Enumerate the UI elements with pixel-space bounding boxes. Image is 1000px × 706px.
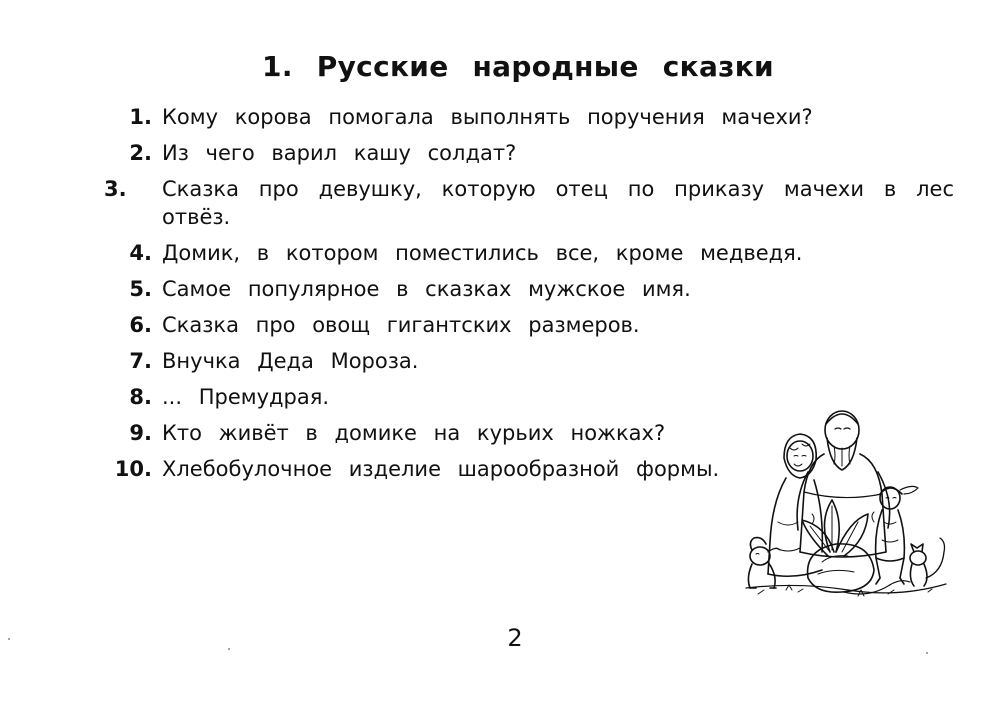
scan-speck bbox=[228, 648, 230, 650]
question-item bbox=[104, 347, 954, 375]
question-text: Кто живёт в домике на курьих ножках? bbox=[162, 421, 666, 445]
question-text: Внучка Деда Мороза. bbox=[162, 349, 419, 373]
page-number: 2 bbox=[507, 624, 523, 652]
turnip-family-illustration bbox=[738, 402, 950, 602]
question-item bbox=[104, 275, 954, 303]
cat-figure bbox=[910, 538, 945, 586]
question-text: Из чего варил кашу солдат? bbox=[162, 141, 517, 165]
question-number: 3. bbox=[104, 177, 127, 201]
question-number: 9. bbox=[129, 421, 152, 445]
question-text: Домик, в котором поместились все, кроме медведя. bbox=[162, 241, 803, 265]
dog-figure bbox=[748, 538, 780, 588]
question-number: 1. bbox=[129, 105, 152, 129]
question-text: Сказка про овощ гигантских размеров. bbox=[162, 313, 640, 337]
page-title: 1. Русские народные сказки bbox=[262, 50, 774, 83]
question-text: Самое популярное в сказках мужское имя. bbox=[162, 277, 691, 301]
question-item bbox=[104, 103, 954, 131]
question-text: ... Премудрая. bbox=[162, 385, 330, 409]
question-item bbox=[104, 175, 954, 231]
question-number: 4. bbox=[129, 241, 152, 265]
question-item bbox=[104, 139, 954, 167]
question-number: 8. bbox=[129, 385, 152, 409]
question-item bbox=[104, 239, 954, 267]
question-item bbox=[104, 311, 954, 339]
question-number: 10. bbox=[114, 457, 152, 481]
question-number: 6. bbox=[129, 313, 152, 337]
scan-speck bbox=[926, 652, 928, 654]
question-text: Кому корова помогала выполнять поручения мачехи? bbox=[162, 105, 813, 129]
question-number: 2. bbox=[129, 141, 152, 165]
question-number: 7. bbox=[129, 349, 152, 373]
question-text: Сказка про девушку, которую отец по приказу мачехи в лес отвёз. bbox=[162, 177, 954, 229]
scan-speck bbox=[8, 638, 10, 640]
question-number: 5. bbox=[129, 277, 152, 301]
question-text: Хлебобулочное изделие шарообразной формы. bbox=[162, 457, 720, 481]
